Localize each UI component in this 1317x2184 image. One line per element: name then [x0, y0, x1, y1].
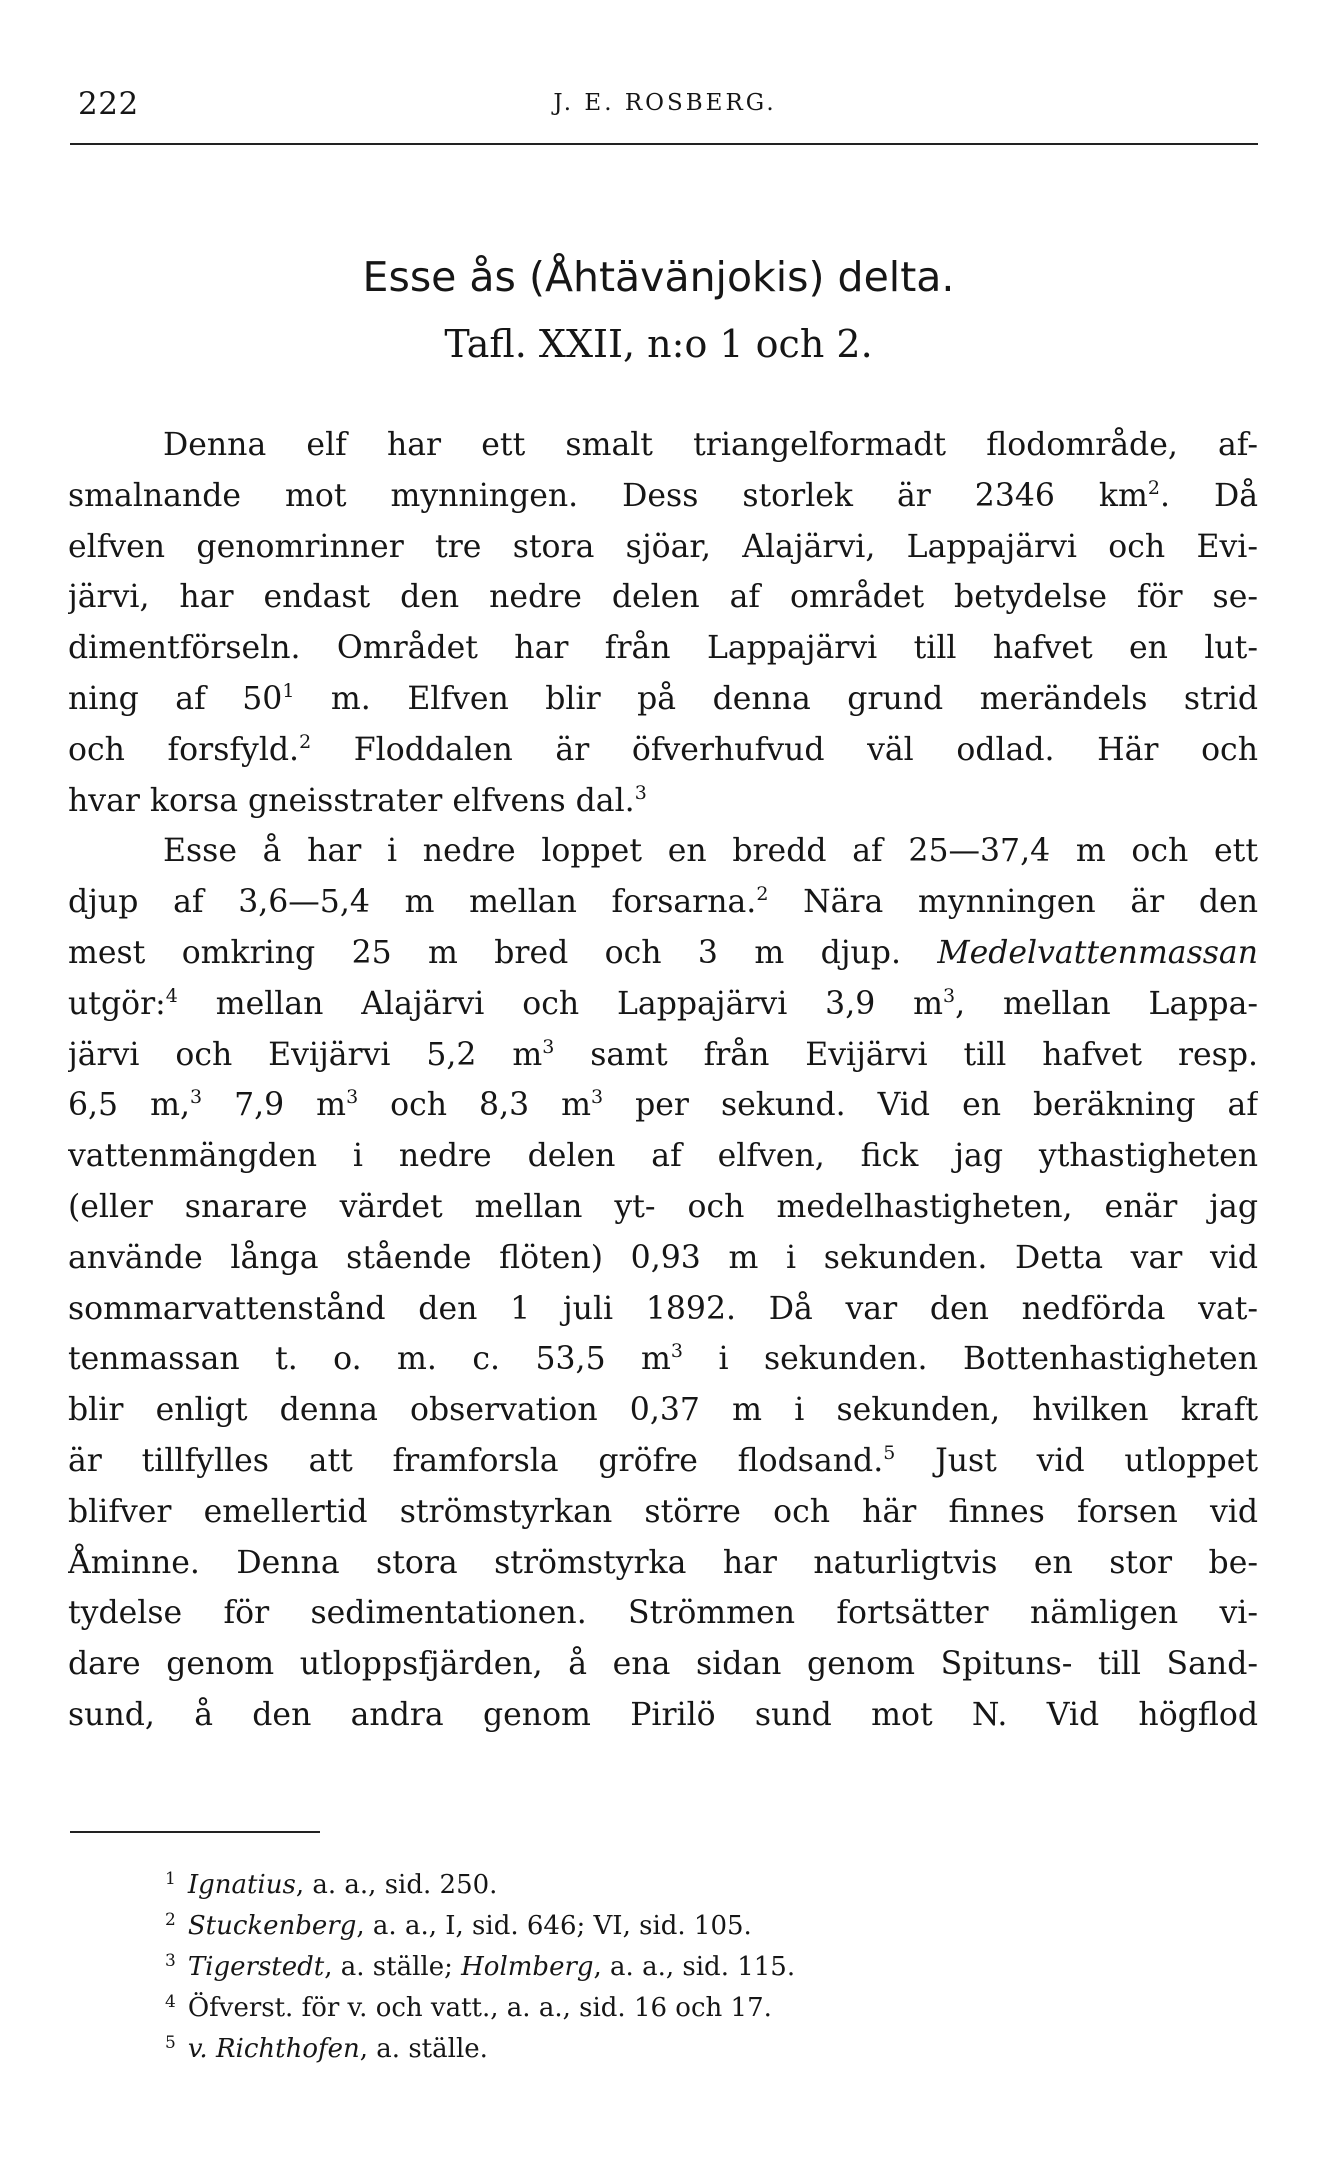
footnote-ref: 3	[189, 1086, 203, 1109]
text-line: djup af 3,6—5,4 m mellan forsarna.$^2$ Nära mynningen är den	[68, 883, 1258, 921]
footnote: $^3$ Tigerstedt, a. ställe; Holmberg, a. a., sid. 115.	[165, 1951, 796, 1982]
running-head	[70, 86, 1260, 126]
page-number: 222	[78, 86, 139, 122]
plate-reference: Tafl. XXII, n:o 1 och 2.	[444, 322, 873, 366]
text-line: dimentförseln. Området har från Lappajärvi till hafvet en lut-	[68, 630, 1258, 667]
footnote: $^4$ Öfverst. för v. och vatt., a. a., sid. 16 och 17.	[165, 1992, 772, 2023]
running-head-author: J. E. ROSBERG.	[553, 90, 777, 116]
footnote-ref: 3	[542, 1035, 555, 1058]
superscript: 3	[942, 984, 956, 1007]
text-line: vattenmängden i nedre delen af elfven, fick jag ythastigheten	[68, 1138, 1258, 1175]
text-line: sommarvattenstånd den 1 juli 1892. Då var den nedförda vat-	[68, 1290, 1258, 1327]
text-line: hvar korsa gneisstrater elfvens dal.$^3$	[68, 781, 647, 819]
footnote-ref: 2	[299, 730, 312, 753]
text-line: Denna elf har ett smalt triangelformadt flodområde, af-	[163, 427, 1258, 463]
footnote-rule	[70, 1831, 320, 1833]
text-line: är tillfylles att framforsla gröfre flodsand.$^5$ Just vid utloppet	[68, 1441, 1258, 1479]
footnote-mark: 1	[165, 1869, 176, 1889]
footnotes	[165, 1865, 795, 2070]
footnote-mark: 4	[165, 1992, 176, 2012]
footnote-ref: 3	[670, 1340, 684, 1363]
text-line: tydelse för sedimentationen. Strömmen fortsätter nämligen vi-	[68, 1595, 1258, 1632]
superscript: 2	[1147, 476, 1160, 499]
text-line: använde långa stående flöten) 0,93 m i sekunden. Detta var vid	[68, 1239, 1258, 1276]
footnote-mark: 3	[165, 1951, 176, 1971]
italic-term: Medelvattenmassan	[937, 934, 1258, 971]
footnote-mark: 5	[165, 2033, 176, 2053]
footnote: $^5$ v. Richthofen, a. ställe.	[165, 2033, 488, 2064]
footnote-ref: 4	[165, 984, 178, 1007]
text-line: Esse å har i nedre loppet en bredd af 25—37,4 m och ett	[163, 833, 1258, 870]
text-line: tenmassan t. o. m. c. 53,5 $m^3$ i sekunden. Bottenhastigheten	[68, 1340, 1258, 1378]
footnote-ref: 3	[591, 1086, 604, 1109]
text-line: mest omkring 25 m bred och 3 m djup. Medelvattenmassan	[68, 934, 1258, 971]
text-line: blir enligt denna observation 0,37 m i sekunden, hvilken kraft	[68, 1392, 1258, 1429]
header-rule	[70, 143, 1258, 145]
text-line: järvi och Evijärvi 5,2 $m^3$ samt från Evijärvi till hafvet resp.	[68, 1035, 1258, 1073]
text-line: och forsfyld.$^2$ Floddalen är öfverhufvud väl odlad. Här och	[68, 730, 1258, 768]
footnote-mark: 2	[165, 1910, 176, 1930]
text-line: järvi, har endast den nedre delen af området betydelse för se-	[68, 579, 1258, 616]
footnote: $^2$ Stuckenberg, a. a., I, sid. 646; VI, sid. 105.	[165, 1910, 752, 1941]
footnote: $^1$ Ignatius, a. a., sid. 250.	[165, 1869, 498, 1900]
text-line: smalnande mot mynningen. Dess storlek är 2346 $km^2$. Då	[68, 476, 1258, 514]
footnote-ref: 1	[282, 679, 295, 702]
text-line: ning af $50^1$ m. Elfven blir på denna grund merändels strid	[68, 679, 1258, 717]
text-line: 6,5 m,$^3$ 7,9 $m^3$ och 8,3 $m^3$ per sekund. Vid en beräkning af	[68, 1086, 1258, 1124]
section-title: Esse ås (Åhtävänjokis) delta.	[362, 253, 955, 301]
footnote-ref: 3	[634, 781, 647, 804]
body-text	[68, 420, 1258, 1741]
text-line: (eller snarare värdet mellan yt- och medelhastigheten, enär jag	[68, 1188, 1258, 1225]
footnote-ref: 2	[756, 883, 769, 906]
text-line: elfven genomrinner tre stora sjöar, Alajärvi, Lappajärvi och Evi-	[68, 528, 1258, 565]
text-line: dare genom utloppsfjärden, å ena sidan genom Spituns- till Sand-	[68, 1646, 1258, 1683]
text-line: utgör:$^4$ mellan Alajärvi och Lappajärvi 3,9 $m^3$, mellan Lappa-	[68, 984, 1258, 1022]
text-line: sund, å den andra genom Pirilö sund mot N. Vid högflod	[68, 1696, 1258, 1733]
footnote-ref: 5	[883, 1441, 896, 1464]
text-line: blifver emellertid strömstyrkan större och här finnes forsen vid	[68, 1493, 1258, 1530]
text-line: Åminne. Denna stora strömstyrka har naturligtvis en stor be-	[68, 1544, 1258, 1581]
footnote-ref: 3	[346, 1086, 359, 1109]
